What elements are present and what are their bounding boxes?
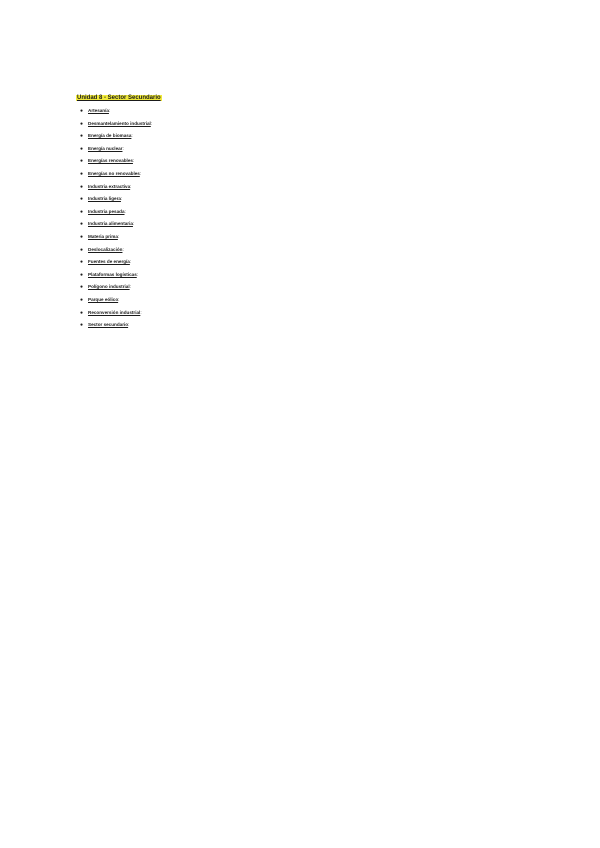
- glossary-term: Sector secundario: [88, 322, 129, 328]
- term-separator: :: [118, 296, 120, 302]
- glossary-entry: [80, 145, 528, 152]
- term-separator: :: [131, 133, 133, 139]
- glossary-term: Energías renovables: [88, 158, 133, 164]
- glossary-term: Artesanía: [88, 108, 109, 113]
- glossary-entry: [80, 158, 528, 165]
- glossary-entry: [80, 309, 528, 316]
- bullet-icon: ●: [80, 309, 84, 316]
- glossary-entry: [80, 296, 528, 303]
- glossary-entry: [80, 120, 528, 127]
- glossary-entry: [80, 284, 528, 291]
- term-separator: :: [150, 120, 153, 126]
- glossary-term: Polígono industrial: [88, 284, 130, 290]
- bullet-icon: ●: [80, 145, 84, 152]
- glossary-list: [80, 108, 528, 335]
- term-separator: :: [122, 246, 124, 252]
- term-separator: :: [124, 208, 126, 214]
- term-separator: :: [108, 108, 111, 113]
- term-separator: :: [130, 183, 132, 189]
- document-title-text: Unidad 8 - Sector Secundario: [77, 95, 161, 101]
- glossary-entry: [80, 183, 528, 190]
- glossary-term: Industria ligera: [88, 196, 121, 202]
- term-separator: :: [132, 221, 135, 227]
- glossary-entry: [80, 233, 528, 240]
- glossary-entry: [80, 196, 528, 203]
- glossary-entry: [80, 271, 528, 278]
- bullet-icon: ●: [80, 322, 84, 329]
- term-separator: :: [129, 284, 131, 290]
- bullet-icon: ●: [80, 296, 84, 303]
- bullet-icon: ●: [80, 133, 84, 140]
- bullet-icon: ●: [80, 158, 84, 165]
- term-separator: :: [139, 170, 142, 176]
- glossary-entry: [80, 108, 528, 114]
- term-separator: :: [129, 259, 132, 265]
- term-separator: :: [132, 158, 135, 164]
- glossary-term: Materia prima: [88, 233, 118, 239]
- bullet-icon: ●: [80, 208, 84, 215]
- bullet-icon: ●: [80, 284, 84, 291]
- bullet-icon: ●: [80, 183, 84, 190]
- glossary-term: Fuentes de energía: [88, 259, 130, 265]
- bullet-icon: ●: [80, 221, 84, 228]
- glossary-term: Industria pesada: [88, 208, 125, 214]
- term-separator: :: [136, 271, 139, 277]
- glossary-entry: [80, 246, 528, 253]
- glossary-term: Energía nuclear: [88, 145, 123, 151]
- bullet-icon: ●: [80, 271, 84, 278]
- bullet-icon: ●: [80, 246, 84, 253]
- glossary-term: Energía de biomasa: [88, 133, 132, 139]
- term-separator: :: [128, 322, 130, 328]
- glossary-entry: [80, 170, 528, 177]
- glossary-entry: [80, 322, 528, 329]
- bullet-icon: ●: [80, 170, 84, 177]
- glossary-term: Desmantelamiento industrial: [88, 120, 151, 126]
- bullet-icon: ●: [80, 259, 84, 266]
- document-title: [76, 95, 162, 102]
- term-separator: :: [120, 196, 123, 202]
- glossary-term: Energías no renovables: [88, 170, 140, 176]
- glossary-entry: [80, 259, 528, 266]
- bullet-icon: ●: [80, 233, 84, 240]
- glossary-term: Industria extractiva: [88, 183, 131, 189]
- glossary-term: Industria alimentaria: [88, 221, 133, 227]
- bullet-icon: ●: [80, 196, 84, 203]
- glossary-entry: [80, 133, 528, 140]
- bullet-icon: ●: [80, 108, 84, 114]
- glossary-term: Reconversión industrial: [88, 309, 141, 315]
- glossary-entry: [80, 208, 528, 215]
- bullet-icon: ●: [80, 120, 84, 127]
- glossary-term: Parque eólico: [88, 296, 119, 302]
- glossary-term: Plataformas logísticas: [88, 271, 137, 277]
- term-separator: :: [140, 309, 142, 315]
- term-separator: :: [117, 233, 120, 239]
- glossary-term: Deslocalización: [88, 246, 123, 252]
- term-separator: :: [122, 145, 124, 151]
- glossary-entry: [80, 221, 528, 228]
